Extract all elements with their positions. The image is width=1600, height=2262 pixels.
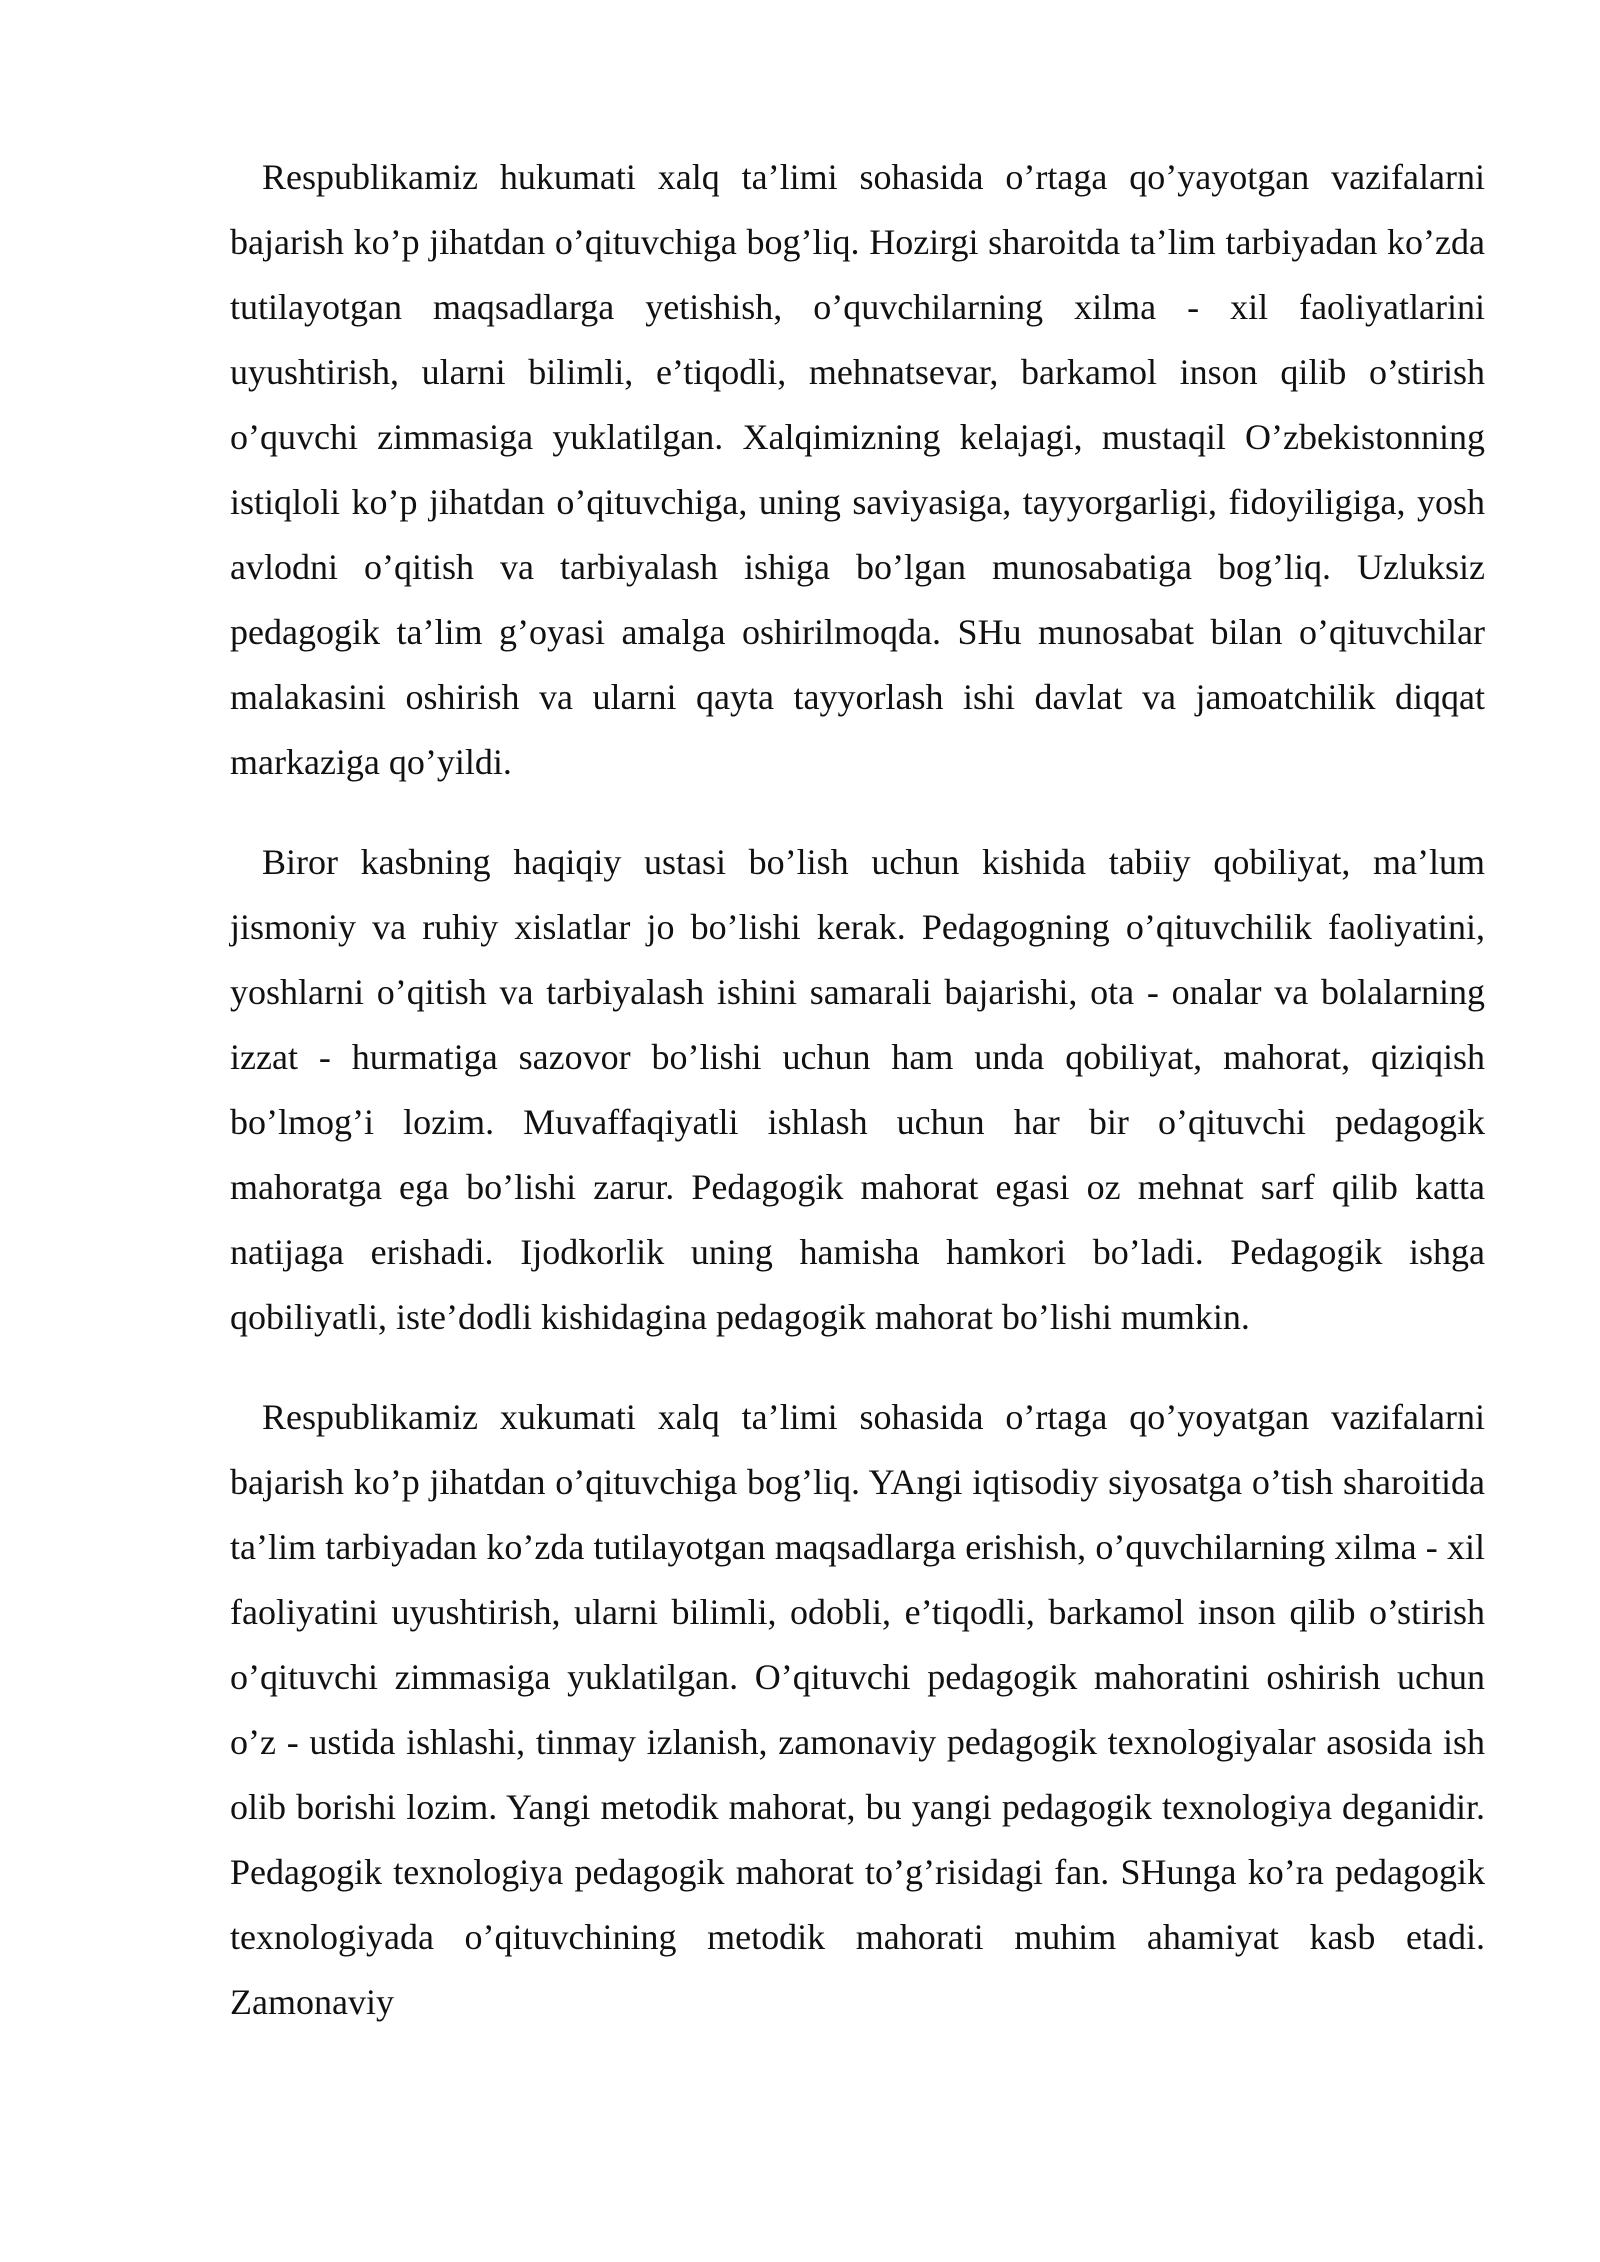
document-body bbox=[230, 145, 1485, 2035]
paragraph-2: Biror kasbning haqiqiy ustasi bo’lish uchun kishida tabiiy qobiliyat, ma’lum jismoniy va ruhiy xislatlar jo bo’lishi kerak. Pedagogning o’qituvchilik faoliyatini, yoshlarni o’qitish va tarbiyalash ishini samarali bajarishi, ota - onalar va bolalarning izzat - hurmatiga sazovor bo’lishi uchun ham unda qobiliyat, mahorat, qiziqish bo’lmog’i lozim. Muvaffaqiyatli ishlash uchun har bir o’qituvchi pedagogik mahoratga ega bo’lishi zarur. Pedagogik mahorat egasi oz mehnat sarf qilib katta natijaga erishadi. Ijodkorlik uning hamisha hamkori bo’ladi. Pedagogik ishga qobiliyatli, iste’dodli kishidagina pedagogik mahorat bo’lishi mumkin. bbox=[230, 842, 1485, 1337]
paragraph-1: Respublikamiz hukumati xalq ta’limi sohasida o’rtaga qo’yayotgan vazifalarni bajarish ko’p jihatdan o’qituvchiga bog’liq. Hozirgi sharoitda ta’lim tarbiyadan ko’zda tutilayotgan maqsadlarga yetishish, o’quvchilarning xilma - xil faoliyatlarini uyushtirish, ularni bilimli, e’tiqodli, mehnatsevar, barkamol inson qilib o’stirish o’quvchi zimmasiga yuklatilgan. Xalqimizning kelajagi, mustaqil O’zbekistonning istiqloli ko’p jihatdan o’qituvchiga, uning saviyasiga, tayyorgarligi, fidoyiligiga, yosh avlodni o’qitish va tarbiyalash ishiga bo’lgan munosabatiga bog’liq. Uzluksiz pedagogik ta’lim g’oyasi amalga oshirilmoqda. SHu munosabat bilan o’qituvchilar malakasini oshirish va ularni qayta tayyorlash ishi davlat va jamoatchilik diqqat markaziga qo’yildi. bbox=[230, 157, 1485, 782]
paragraph-3: Respublikamiz xukumati xalq ta’limi sohasida o’rtaga qo’yoyatgan vazifalarni bajarish ko’p jihatdan o’qituvchiga bog’liq. YAngi iqtisodiy siyosatga o’tish sharoitida ta’lim tarbiyadan ko’zda tutilayotgan maqsadlarga erishish, o’quvchilarning xilma - xil faoliyatini uyushtirish, ularni bilimli, odobli, e’tiqodli, barkamol inson qilib o’stirish o’qituvchi zimmasiga yuklatilgan. O’qituvchi pedagogik mahoratini oshirish uchun o’z - ustida ishlashi, tinmay izlanish, zamonaviy pedagogik texnologiyalar asosida ish olib borishi lozim. Yangi metodik mahorat, bu yangi pedagogik texnologiya deganidir. Pedagogik texnologiya pedagogik mahorat to’g’risidagi fan. SHunga ko’ra pedagogik texnologiyada o’qituvchining metodik mahorati muhim ahamiyat kasb etadi. Zamonaviy bbox=[230, 1397, 1485, 2022]
